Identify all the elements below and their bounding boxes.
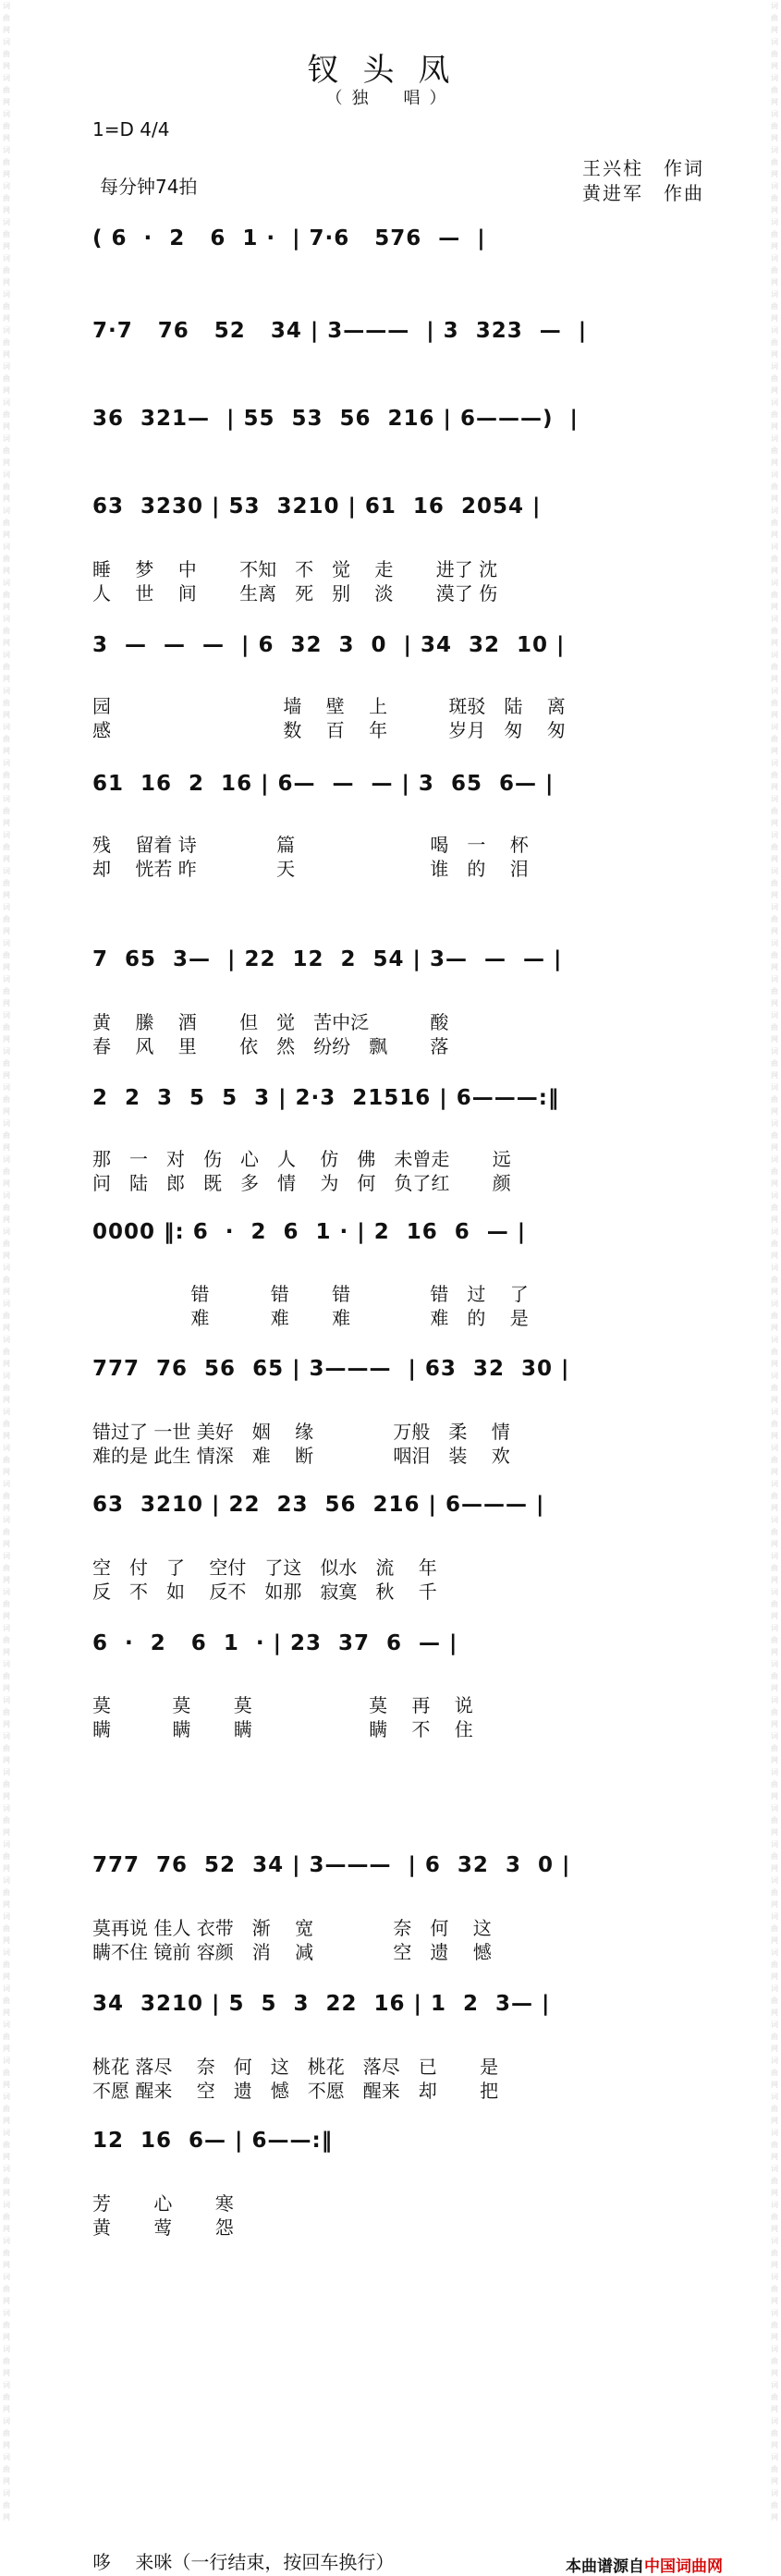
notation-line: 7 65 3— | 22 12 2 54 | 3— — — |: [92, 947, 563, 971]
tempo-marking: 每分钟74拍: [100, 176, 198, 198]
lyric-line-verse1: 黄 縢 酒 但 觉 苦中泛 酸: [92, 1011, 449, 1033]
notation-line: 61 16 2 16 | 6— — — | 3 65 6— |: [92, 772, 555, 796]
lyric-line-verse1: 桃花 落尽 奈 何 这 桃花 落尽 已 是: [92, 2056, 499, 2078]
lyric-line-verse1: 莫 莫 莫 莫 再 说: [92, 1694, 473, 1716]
notation-line: 3 — — — | 6 32 3 0 | 34 32 10 |: [92, 633, 566, 657]
watermark-right: 词 曲 网 词 曲 网 词 曲 网 词 曲 网 词 曲 网 词 曲 网 词 曲 网 词 曲 网 词 曲 网 词 曲 网 词 曲 网 词 曲 网 词 曲 网 词 曲 网 词 曲 网 词 曲 网 词 曲 网 词 曲 网 词 曲 网 词 曲 网 词 曲 网 词 曲 网 词 曲 网 词 曲 网 词 曲 网 词 曲 网 词 曲 网 词 曲 网 词 曲 网 词 曲 网 词 曲 网 词 曲 网 词 曲 网 词 曲 网 词 曲 网 词 曲 网 词 曲 网 词 曲 网 词 曲 网 词 曲 网 词 曲 网 词 曲 网 词 曲 网 词 曲 网 词 曲 网 词 曲 网 词 曲 网 词 曲 网 词 曲 网 词 曲 网 词 曲 网 词 曲 网 词 曲 网 词 曲 网 词 曲 网 词 曲 网 词 曲 网 词 曲 网 词 曲 网 词 曲 网 词 曲 网 词 曲 网 词 曲 网 词 曲 网 词 曲 网 词 曲 网 词 曲 网 词 曲 网 词 曲 网 词 曲 网: [771, 2, 778, 2521]
lyric-line-verse2: 不愿 醒来 空 遗 憾 不愿 醒来 却 把: [92, 2080, 499, 2102]
notation-line: 6 · 2 6 1 · | 23 37 6 — |: [92, 1631, 458, 1655]
lyricist-credit: 王兴柱 作词: [582, 157, 704, 179]
watermark-left: 词 曲 网 词 曲 网 词 曲 网 词 曲 网 词 曲 网 词 曲 网 词 曲 网 词 曲 网 词 曲 网 词 曲 网 词 曲 网 词 曲 网 词 曲 网 词 曲 网 词 曲 网 词 曲 网 词 曲 网 词 曲 网 词 曲 网 词 曲 网 词 曲 网 词 曲 网 词 曲 网 词 曲 网 词 曲 网 词 曲 网 词 曲 网 词 曲 网 词 曲 网 词 曲 网 词 曲 网 词 曲 网 词 曲 网 词 曲 网 词 曲 网 词 曲 网 词 曲 网 词 曲 网 词 曲 网 词 曲 网 词 曲 网 词 曲 网 词 曲 网 词 曲 网 词 曲 网 词 曲 网 词 曲 网 词 曲 网 词 曲 网 词 曲 网 词 曲 网 词 曲 网 词 曲 网 词 曲 网 词 曲 网 词 曲 网 词 曲 网 词 曲 网 词 曲 网 词 曲 网 词 曲 网 词 曲 网 词 曲 网 词 曲 网 词 曲 网 词 曲 网 词 曲 网 词 曲 网 词 曲 网 词 曲 网: [3, 2, 10, 2521]
lyric-line-verse2: 春 风 里 依 然 纷纷 飘 落: [92, 1035, 449, 1057]
lyric-line-verse1: 那 一 对 伤 心 人 仿 佛 未曾走 远: [92, 1148, 511, 1170]
lyric-line-verse1: 残 留着 诗 篇 喝 一 杯: [92, 834, 529, 856]
notation-line: 12 16 6— | 6——:‖: [92, 2129, 334, 2153]
notation-line: 7·7 76 52 34 | 3——— | 3 323 — |: [92, 319, 588, 343]
notation-line: 777 76 52 34 | 3——— | 6 32 3 0 |: [92, 1853, 571, 1877]
lyric-line-verse2: 难的是 此生 情深 难 断 咽泪 装 欢: [92, 1445, 510, 1467]
lyric-line-verse1: 芳 心 寒: [92, 2192, 234, 2215]
source-label: 本曲谱源自: [566, 2558, 644, 2576]
notation-line: 2 2 3 5 5 3 | 2·3 21516 | 6———:‖: [92, 1086, 560, 1110]
notation-line: 0000 ‖: 6 · 2 6 1 · | 2 16 6 — |: [92, 1220, 527, 1244]
lyric-line-verse1: 错过了 一世 美好 姻 缘 万般 柔 情: [92, 1421, 510, 1443]
song-subtitle: （独 唱）: [325, 89, 456, 108]
lyric-line-verse1: 莫再说 佳人 衣带 渐 宽 奈 何 这: [92, 1917, 492, 1939]
lyric-line-verse2: 人 世 间 生离 死 别 淡 漠了 伤: [92, 582, 498, 604]
composer-credit: 黄进军 作曲: [582, 182, 704, 204]
lyric-line-verse2: 问 陆 郎 既 多 情 为 何 负了红 颜: [92, 1172, 511, 1194]
lyric-line-verse2: 难 难 难 难 的 是: [92, 1307, 529, 1329]
lyric-line-verse1: 空 付 了 空付 了这 似水 流 年: [92, 1557, 437, 1579]
lyric-line-verse2: 瞒不住 镜前 容颜 消 减 空 遗 憾: [92, 1941, 492, 1963]
lyric-line-verse1: 错 错 错 错 过 了: [92, 1283, 529, 1305]
song-title: 钗头凤: [307, 52, 474, 89]
notation-line: 63 3230 | 53 3210 | 61 16 2054 |: [92, 494, 542, 519]
lyric-line-verse1: 园 墙 壁 上 斑驳 陆 离: [92, 695, 566, 717]
notation-line: ( 6 · 2 6 1 · | 7·6 576 — |: [92, 226, 486, 250]
lyric-line-verse2: 黄 莺 怨: [92, 2216, 234, 2239]
lyric-line-verse2: 反 不 如 反不 如那 寂寞 秋 千: [92, 1581, 437, 1603]
lyric-line-verse1: 睡 梦 中 不知 不 觉 走 进了 沈: [92, 558, 498, 580]
source-site: 中国词曲网: [644, 2558, 723, 2576]
source-credit: [566, 2553, 723, 2576]
lyric-line-verse2: 瞒 瞒 瞒 瞒 不 住: [92, 1718, 473, 1740]
lyric-line-verse2: 感 数 百 年 岁月 匆 匆: [92, 719, 566, 741]
notation-line: 34 3210 | 5 5 3 22 16 | 1 2 3— |: [92, 1992, 551, 2016]
notation-line: 63 3210 | 22 23 56 216 | 6——— |: [92, 1493, 545, 1517]
notation-line: 777 76 56 65 | 3——— | 63 32 30 |: [92, 1357, 570, 1381]
key-signature: 1=D 4/4: [92, 118, 170, 140]
notation-line: 36 321— | 55 53 56 216 | 6———) |: [92, 407, 579, 431]
lyric-line-verse2: 却 恍若 昨 天 谁 的 泪: [92, 858, 529, 880]
input-hint: 哆 来咪（一行结束，按回车换行）: [92, 2551, 395, 2573]
